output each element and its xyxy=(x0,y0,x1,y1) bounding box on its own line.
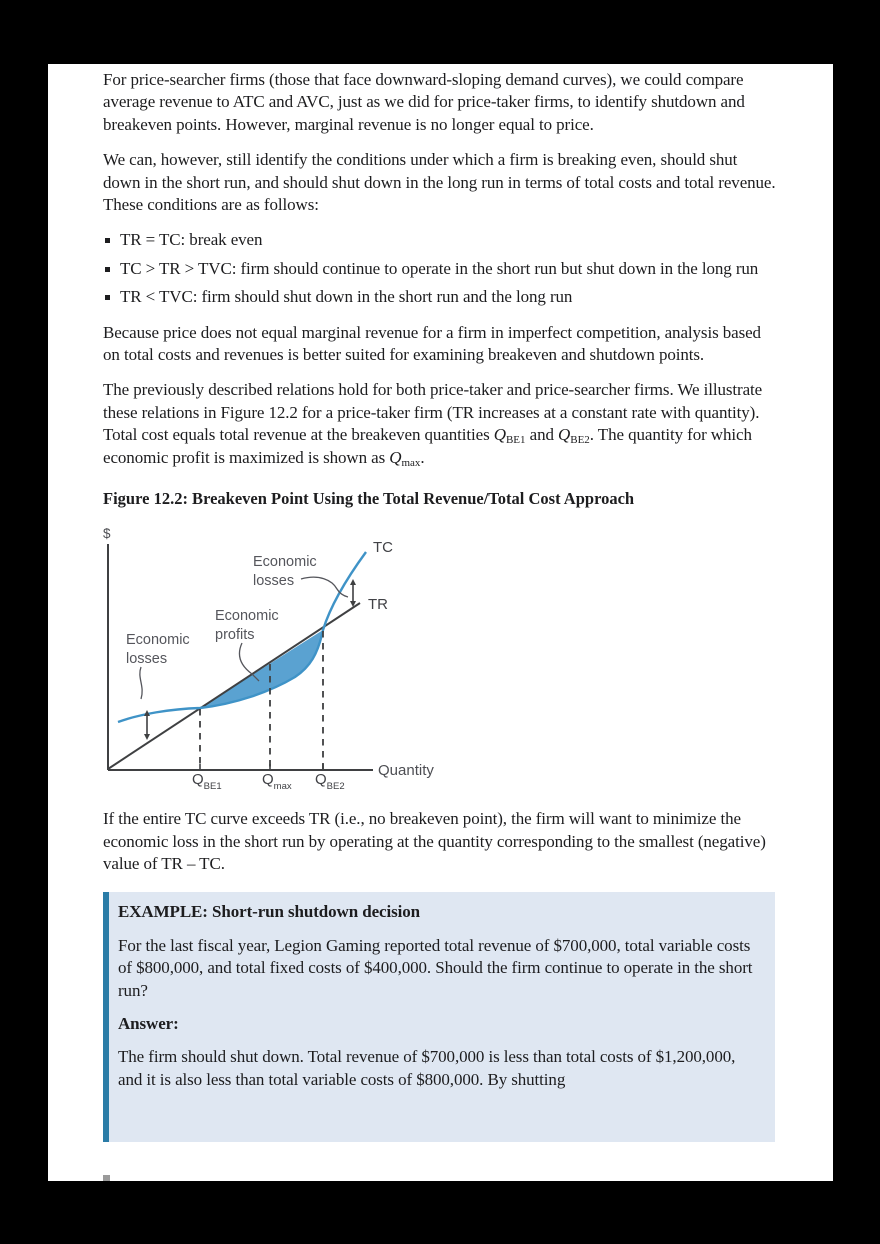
example-question: For the last fiscal year, Legion Gaming reported total revenue of $700,000, total variable costs of $800,000, and total fixed costs of $400,000. Should the firm continue to operate in the short run? xyxy=(118,935,753,1000)
q-symbol: Q xyxy=(389,447,402,467)
x-axis-label: Quantity xyxy=(378,762,434,780)
paragraph-no-breakeven: If the entire TC curve exceeds TR (i.e., no breakeven point), the firm will want to minimize the economic loss in the short run by operating at the quantity corresponding to the smallest (negative) value of TR – TC. xyxy=(103,809,766,873)
paragraph-price-searcher: For price-searcher firms (those that face downward-sloping demand curves), we could compare average revenue to ATC and AVC, just as we did for price-taker firms, to identify shutdown and breakeven points. However, marginal revenue is no longer equal to price. xyxy=(103,70,745,134)
y-axis-label: $ xyxy=(103,526,111,542)
example-title: Short-run shutdown decision xyxy=(212,902,420,922)
paragraph-imperfect-competition: Because price does not equal marginal revenue for a firm in imperfect competition, analysis based on total costs and revenues is better suited for examining breakeven and shutdown points. xyxy=(103,322,761,365)
text-run: The previously described relations hold for both price-taker and price-searcher firms. We illustrate these relations in Figure 12.2 for a price-taker firm (TR increases at a constant rate with quantity). Total cost equals total revenue at the breakeven quantities xyxy=(103,380,763,445)
q-subscript: max xyxy=(401,456,421,469)
text-run: . The quantity for which economic profit is maximized is shown as xyxy=(103,425,752,467)
cut-off-bar-stub xyxy=(103,1175,110,1181)
list-item-text: TR = TC: break even xyxy=(120,230,263,250)
text-run: . xyxy=(420,447,425,467)
list-item-text: TC > TR > TVC: firm should continue to operate in the short run but shut down in the long run xyxy=(120,258,759,278)
q-symbol: Q xyxy=(558,425,571,445)
q-subscript: BE2 xyxy=(570,434,590,447)
qbe2-tick-label: $Q_{BE2}$ xyxy=(315,771,345,793)
annotation-losses-left-line2: losses xyxy=(126,651,168,668)
text-run: and xyxy=(525,425,559,445)
example-answer: The firm should shut down. Total revenue of $700,000 is less than total costs of $1,200,000, and it is also less than total variable costs of $800,000. By shutting xyxy=(118,1047,736,1089)
q-symbol: Q xyxy=(493,425,506,445)
example-label: EXAMPLE: xyxy=(118,902,208,922)
list-item xyxy=(103,229,777,251)
q-subscript: BE1 xyxy=(505,434,526,447)
losses-top-arrowhead-up xyxy=(350,579,356,585)
paragraph-conditions-intro: We can, however, still identify the conditions under which a firm is breaking even, should shut down in the short run, and should shut down in the long run in terms of total costs and total revenue. These conditions are as follows: xyxy=(103,150,776,215)
figure-breakeven-chart xyxy=(95,518,777,796)
annotation-profits-line2: profits xyxy=(215,627,255,644)
example-box xyxy=(103,892,775,1142)
list-item xyxy=(103,258,777,280)
list-item-text: TR < TVC: firm should shut down in the short run and the long run xyxy=(120,287,573,307)
paragraph-figure-intro xyxy=(103,379,777,469)
qmax-tick-label: $Q_{max}$ xyxy=(262,771,292,793)
losses-left-leader-line xyxy=(140,667,142,699)
annotation-losses-top-line1: Economic xyxy=(253,554,317,571)
qbe1-tick-label: $Q_{BE1}$ xyxy=(192,771,222,793)
list-item xyxy=(103,286,777,308)
answer-label: Answer: xyxy=(118,1013,179,1033)
losses-top-leader-line xyxy=(301,577,348,597)
document-page xyxy=(48,64,833,1181)
annotation-losses-top-line2: losses xyxy=(253,573,295,590)
annotation-profits-line1: Economic xyxy=(215,608,279,625)
losses-left-arrowhead-down xyxy=(144,734,150,740)
annotation-losses-left-line1: Economic xyxy=(126,632,190,649)
example-heading xyxy=(118,901,755,923)
conditions-list xyxy=(103,229,777,308)
tr-label: TR xyxy=(368,596,388,614)
chart-canvas xyxy=(95,518,447,796)
figure-caption: Figure 12.2: Breakeven Point Using the Total Revenue/Total Cost Approach xyxy=(103,489,635,509)
tc-label: TC xyxy=(373,539,393,557)
